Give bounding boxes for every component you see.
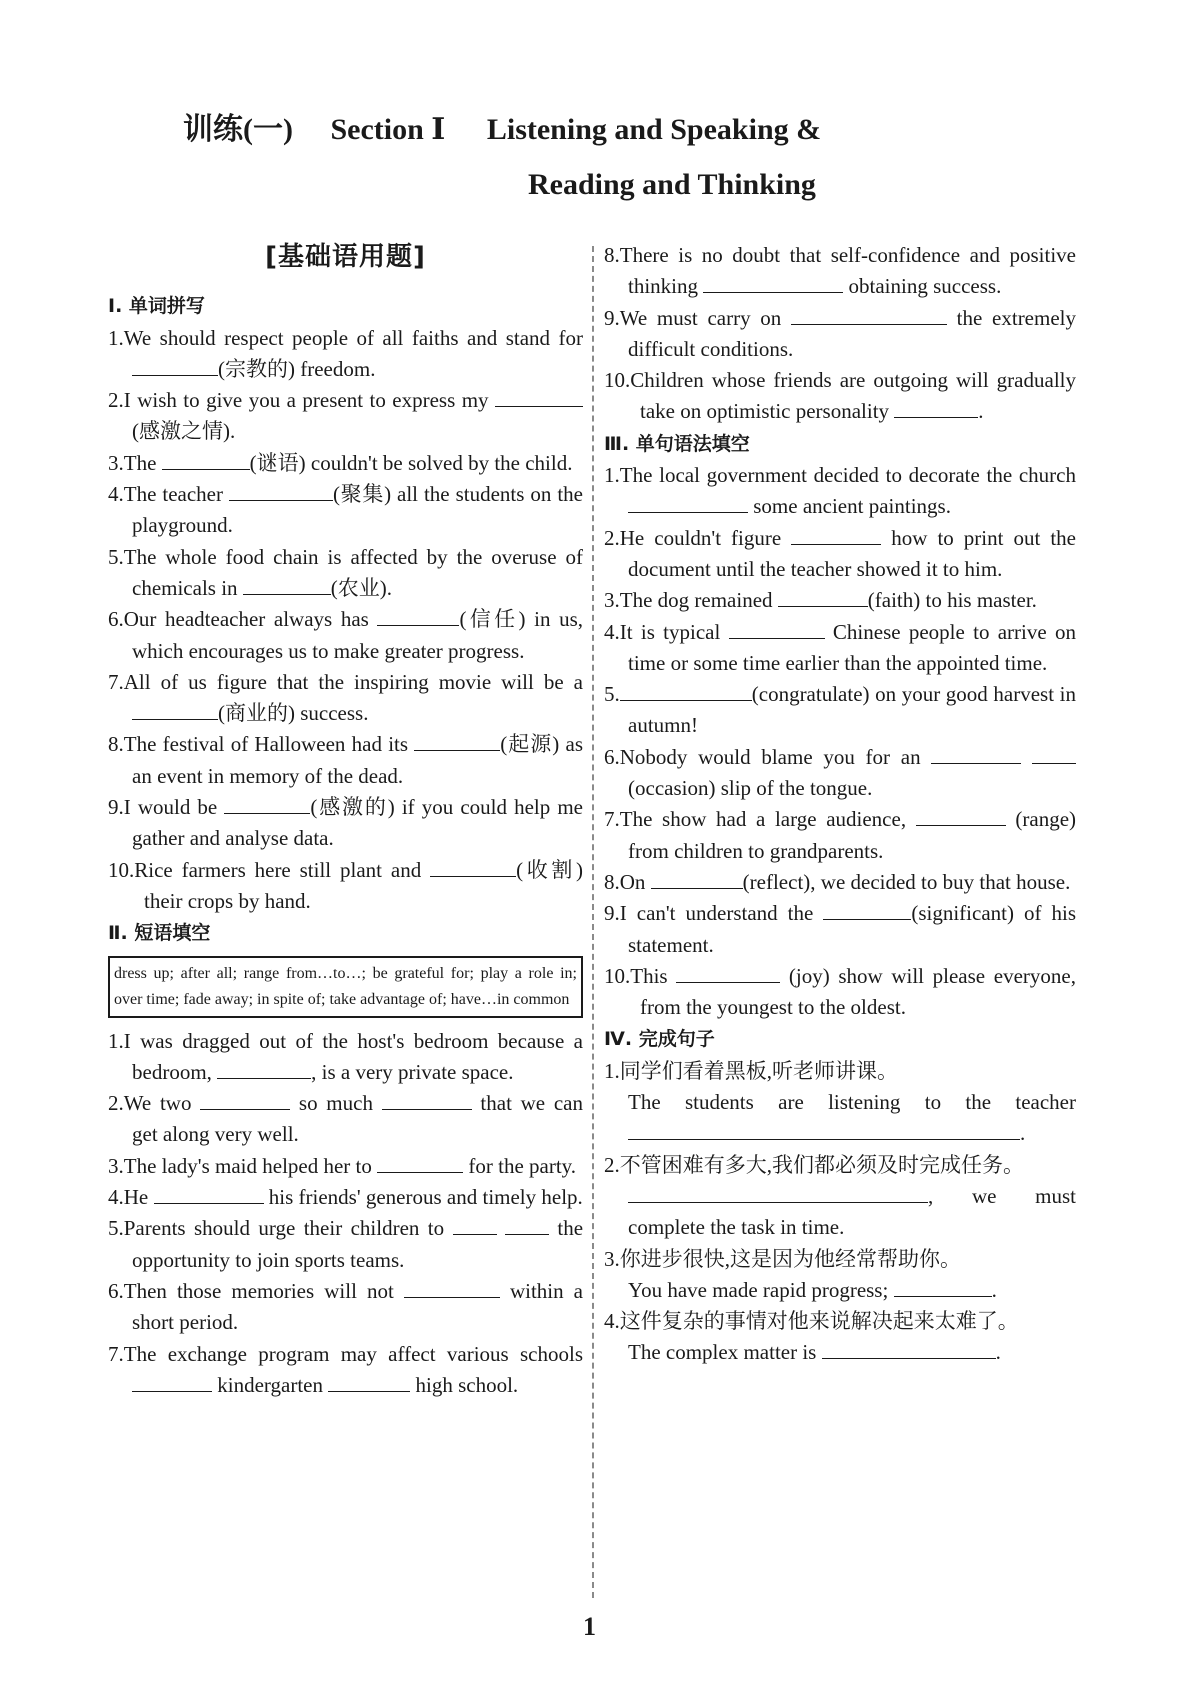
- answer-blank[interactable]: [377, 1152, 463, 1173]
- list-item: 6.Our headteacher always has (信任) in us, which encourages us to make greater progress.: [108, 607, 584, 663]
- right-column: [604, 240, 1076, 1369]
- answer-blank[interactable]: [217, 1058, 311, 1079]
- answer-blank[interactable]: [651, 868, 743, 889]
- section-2-continued-list: [604, 240, 1076, 428]
- list-item: 4.The teacher (聚集) all the students on the playground.: [108, 482, 583, 538]
- list-item: 3.The lady's maid helped her to for the party.: [108, 1153, 577, 1178]
- section-2-heading: Ⅱ. 短语填空: [108, 922, 211, 945]
- answer-blank[interactable]: [243, 574, 331, 595]
- answer-blank[interactable]: [1032, 743, 1076, 764]
- answer-blank[interactable]: [404, 1277, 500, 1298]
- section-4-heading: Ⅳ. 完成句子: [604, 1028, 715, 1051]
- list-item: 3.你进步很快,这是因为他经常帮助你。 You have made rapid progress; .: [604, 1246, 997, 1302]
- answer-blank[interactable]: [931, 743, 1021, 764]
- page-number: 1: [583, 1612, 596, 1641]
- answer-blank[interactable]: [628, 1182, 928, 1203]
- list-item: 4.It is typical Chinese people to arrive on time or some time earlier than the appointed time.: [604, 619, 1076, 675]
- list-item: 7.All of us figure that the inspiring movie will be a (商业的) success.: [108, 669, 583, 726]
- list-item: 1.I was dragged out of the host's bedroom because a bedroom, , is a very private space.: [108, 1028, 583, 1084]
- list-item: 5.Parents should urge their children to the opportunity to join sports teams.: [108, 1216, 584, 1272]
- answer-blank[interactable]: [916, 805, 1006, 826]
- section-4-list: [604, 1056, 1076, 1369]
- title-line-2: Reading and Thinking: [528, 168, 816, 201]
- list-item: 7.The exchange program may affect various schools kindergarten high school.: [108, 1341, 583, 1397]
- answer-blank[interactable]: [791, 524, 881, 545]
- list-item: 8.On (reflect), we decided to buy that house.: [604, 869, 1071, 894]
- answer-blank[interactable]: [377, 605, 459, 626]
- list-item: 2.不管困难有多大,我们都必须及时完成任务。 , we must complete the task in time.: [604, 1152, 1076, 1240]
- answer-blank[interactable]: [154, 1183, 264, 1204]
- answer-blank[interactable]: [430, 856, 516, 877]
- list-item: 2.I wish to give you a present to express my (感激之情).: [108, 385, 583, 448]
- list-item: 4.这件复杂的事情对他来说解决起来太难了。 The complex matter is .: [604, 1309, 1019, 1365]
- answer-blank[interactable]: [676, 962, 780, 983]
- section-3-heading: Ⅲ. 单句语法填空: [604, 432, 750, 455]
- answer-blank[interactable]: [729, 618, 825, 639]
- answer-blank[interactable]: [132, 1371, 212, 1392]
- answer-blank[interactable]: [382, 1089, 472, 1110]
- answer-blank[interactable]: [132, 699, 218, 720]
- list-item: 8.There is no doubt that self-confidence and positive thinking obtaining success.: [604, 243, 1076, 299]
- answer-blank[interactable]: [229, 480, 333, 501]
- answer-blank[interactable]: [778, 586, 868, 607]
- answer-blank[interactable]: [703, 272, 843, 293]
- section-banner: [基础语用题]: [265, 242, 426, 272]
- section-3-list: [604, 460, 1076, 1023]
- list-item: 1.The local government decided to decorate the church some ancient paintings.: [604, 463, 1076, 519]
- answer-blank[interactable]: [200, 1089, 290, 1110]
- left-column: [108, 240, 583, 1401]
- column-divider: [592, 246, 594, 1598]
- list-item: 5.The whole food chain is affected by the overuse of chemicals in (农业).: [108, 544, 583, 600]
- answer-blank[interactable]: [894, 1276, 992, 1297]
- answer-blank[interactable]: [414, 730, 500, 751]
- answer-blank[interactable]: [791, 304, 947, 325]
- list-item: 9.I can't understand the (significant) of his statement.: [604, 901, 1076, 957]
- section-1-list: [108, 323, 583, 918]
- list-item: 10.Children whose friends are outgoing will gradually take on optimistic personality .: [604, 368, 1076, 424]
- list-item: 6.Then those memories will not within a short period.: [108, 1278, 583, 1335]
- answer-blank[interactable]: [453, 1214, 497, 1235]
- answer-blank[interactable]: [894, 397, 978, 418]
- list-item: 9.We must carry on the extremely difficult conditions.: [604, 305, 1076, 361]
- list-item: 8.The festival of Halloween had its (起源) as an event in memory of the dead.: [108, 732, 584, 788]
- phrase-bank-box: dress up; after all; range from…to…; be grateful for; play a role in; over time; fade away; in spite of; take advantage of; have…in common: [108, 956, 583, 1018]
- list-item: 10.This (joy) show will please everyone, from the youngest to the oldest.: [604, 963, 1076, 1020]
- section-1-heading: Ⅰ. 单词拼写: [108, 295, 205, 318]
- list-item: 9.I would be (感激的) if you could help me gather and analyse data.: [108, 795, 583, 851]
- title-line-1: [183, 104, 821, 148]
- list-item: 3.The dog remained (faith) to his master.: [604, 588, 1037, 613]
- answer-blank[interactable]: [620, 680, 752, 701]
- list-item: 1.We should respect people of all faiths and stand for (宗教的) freedom.: [108, 325, 583, 381]
- list-item: 4.He his friends' generous and timely help.: [108, 1185, 583, 1210]
- answer-blank[interactable]: [162, 449, 250, 470]
- answer-blank[interactable]: [224, 793, 310, 814]
- answer-blank[interactable]: [495, 386, 583, 407]
- list-item: 5. (congratulate) on your good harvest in autumn!: [604, 682, 1076, 738]
- list-item: 2.We two so much that we can get along very well.: [108, 1091, 583, 1147]
- list-item: 6.Nobody would blame you for an (occasion) slip of the tongue.: [604, 742, 1076, 805]
- title-rest: Listening and Speaking &: [486, 113, 822, 146]
- list-item: 2.He couldn't figure how to print out the document until the teacher showed it to him.: [604, 525, 1077, 581]
- answer-blank[interactable]: [628, 1119, 1020, 1140]
- list-item: 3.The (谜语) couldn't be solved by the child.: [108, 450, 573, 475]
- answer-blank[interactable]: [823, 899, 911, 920]
- list-item: 1.同学们看着黑板,听老师讲课。 The students are listening to the teacher .: [604, 1058, 1076, 1146]
- section-2-list: [108, 1026, 583, 1402]
- title-section: Section Ⅰ: [330, 113, 446, 146]
- answer-blank[interactable]: [822, 1338, 996, 1359]
- answer-blank[interactable]: [505, 1214, 549, 1235]
- answer-blank[interactable]: [328, 1371, 410, 1392]
- list-item: 7.The show had a large audience, (range) from children to grandparents.: [604, 807, 1077, 863]
- title-prefix: 训练(一): [183, 113, 293, 146]
- list-item: 10.Rice farmers here still plant and (收割) their crops by hand.: [108, 857, 583, 913]
- answer-blank[interactable]: [628, 492, 748, 513]
- answer-blank[interactable]: [132, 355, 218, 376]
